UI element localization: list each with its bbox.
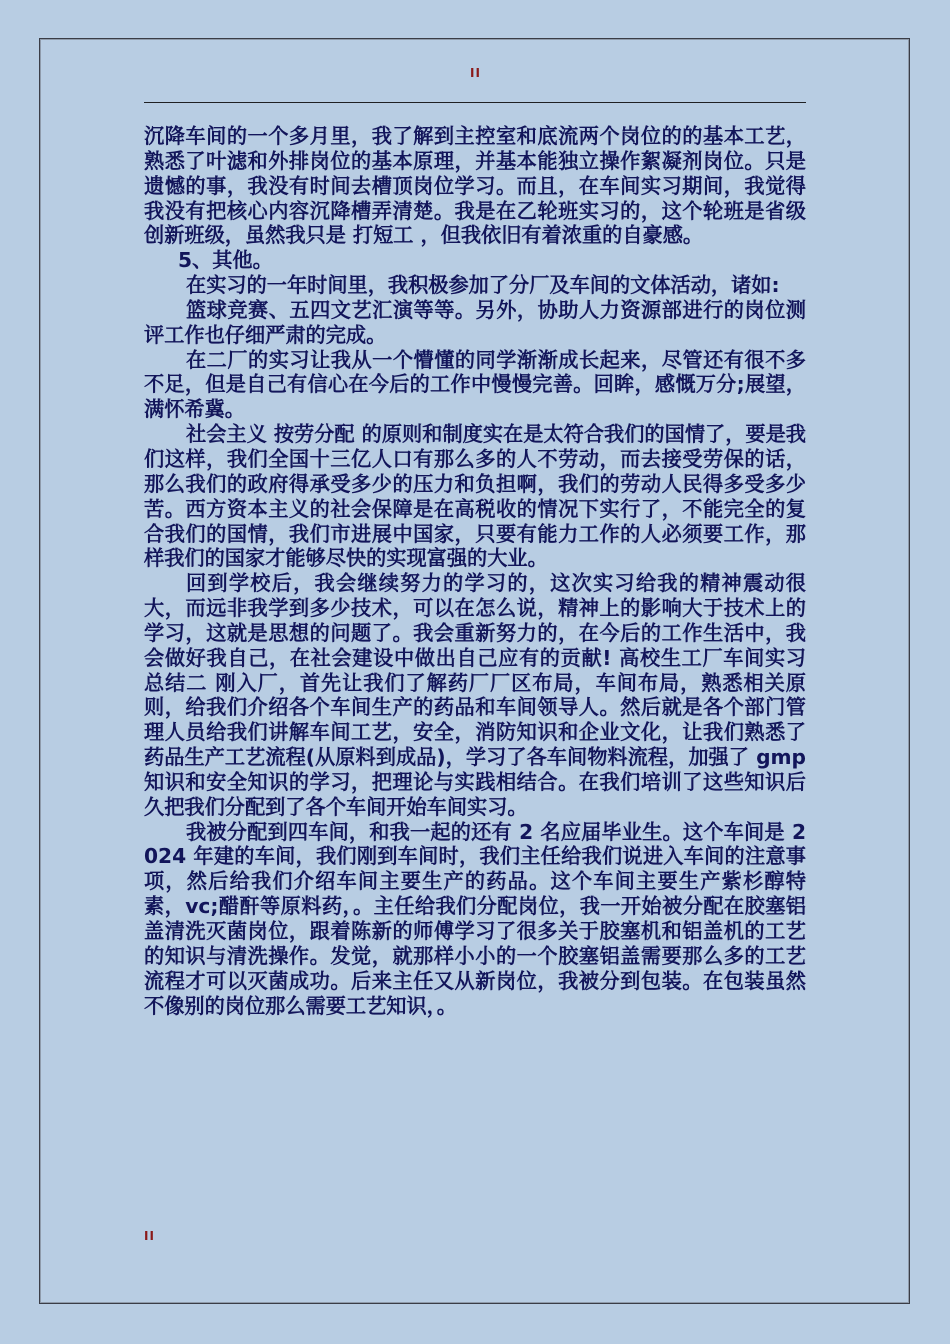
paragraph: 篮球竞赛、五四文艺汇演等等。另外，协助人力资源部进行的岗位测评工作也仔细严肃的完成。: [144, 297, 806, 347]
header-divider: [144, 102, 806, 103]
section-heading: 5、其他。: [178, 248, 273, 273]
paragraph: 社会主义 按劳分配 的原则和制度实在是太符合我们的国情了，要是我们这样，我们全国十三亿人口有那么多的人不劳动，而去接受劳保的话，那么我们的政府得承受多少的压力和负担啊，我们的劳动人民得多受多少苦。西方资本主义的社会保障是在高税收的情况下实行了，不能完全的复合我们的国情，我们市进展中国家，只要有能力工作的人必须要工作，那样我们的国家才能够尽快的实现富强的大业。: [144, 422, 806, 571]
header-mark: II: [470, 66, 481, 80]
document-body: [144, 124, 806, 1018]
footer-mark: II: [144, 1229, 155, 1243]
paragraph: 回到学校后，我会继续努力的学习的，这次实习给我的精神震动很大，而远非我学到多少技术，可以在怎么说，精神上的影响大于技术上的学习，这就是思想的问题了。我会重新努力的，在今后的工作生活中，我会做好我自己，在社会建设中做出自己应有的贡献! 高校生工厂车间实习总结二 刚入厂，首先让我们了解药厂厂区布局，车间布局，熟悉相关原则，给我们介绍各个车间生产的药品和车间领导人。然后就是各个部门管理人员给我们讲解车间工艺，安全，消防知识和企业文化，让我们熟悉了药品生产工艺流程(从原料到成品)，学习了各车间物料流程，加强了 gmp 知识和安全知识的学习，把理论与实践相结合。在我们培训了这些知识后久把我们分配到了各个车间开始车间实习。: [144, 571, 806, 819]
paragraph: 在实习的一年时间里，我积极参加了分厂及车间的文体活动，诸如:: [186, 273, 780, 298]
paragraph: 在二厂的实习让我从一个懵懂的同学渐渐成长起来，尽管还有很不多不足，但是自己有信心在今后的工作中慢慢完善。回眸，感慨万分;展望，满怀希冀。: [144, 347, 806, 422]
paragraph: 沉降车间的一个多月里，我了解到主控室和底流两个岗位的的基本工艺，熟悉了叶滤和外排岗位的基本原理，并基本能独立操作絮凝剂岗位。只是遗憾的事，我没有时间去槽顶岗位学习。而且，在车间实习期间，我觉得我没有把核心内容沉降槽弄清楚。我是在乙轮班实习的，这个轮班是省级创新班级，虽然我只是 打短工 ，但我依旧有着浓重的自豪感。: [144, 124, 806, 248]
paragraph: 我被分配到四车间，和我一起的还有 2 名应届毕业生。这个车间是 2024 年建的车间，我们刚到车间时，我们主任给我们说进入车间的注意事项，然后给我们介绍车间主要生产的药品。这个车间主要生产紫杉醇特素，vc;醋酐等原料药，。主任给我们分配岗位，我一开始被分配在胶塞铝盖清洗灭菌岗位，跟着陈新的师傅学习了很多关于胶塞机和铝盖机的工艺的知识与清洗操作。发觉，就那样小小的一个胶塞铝盖需要那么多的工艺流程才可以灭菌成功。后来主任又从新岗位，我被分到包装。在包装虽然不像别的岗位那么需要工艺知识，。: [144, 819, 806, 1018]
